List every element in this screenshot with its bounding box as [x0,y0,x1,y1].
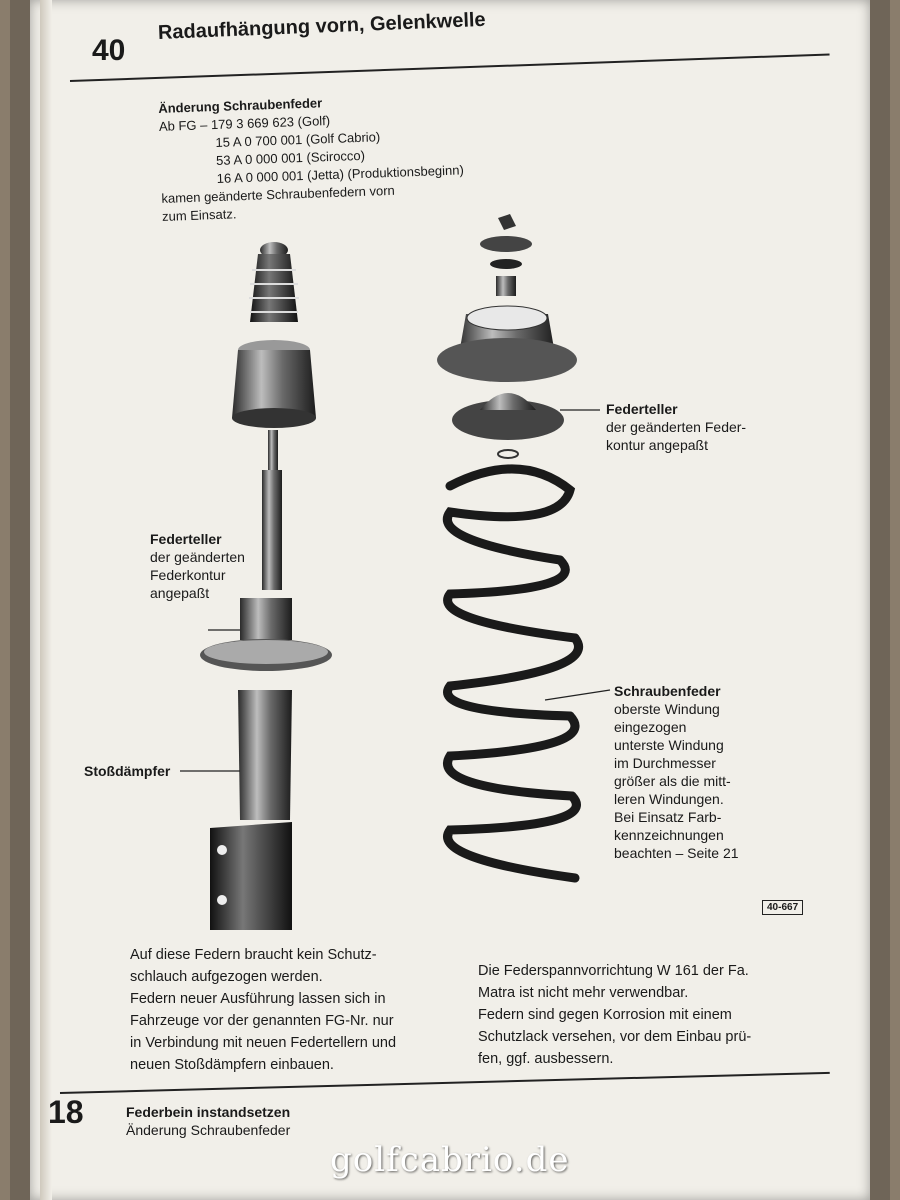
text-line: Auf diese Federn braucht kein Schutz- [130,947,377,963]
strut-mount [437,214,577,382]
section-number: 40 [92,34,126,67]
label-line: beachten – Seite 21 [614,845,739,861]
text-line: neuen Stoßdämpfern einbauen. [130,1057,334,1073]
label-schraubenfeder [614,682,739,862]
label-federteller-left [150,530,245,602]
label-title: Federteller [606,401,678,417]
shock-absorber [200,430,332,930]
label-stossdaempfer [84,762,170,780]
text-line: Federn neuer Ausführung lassen sich in [130,991,386,1007]
text-left-column [130,944,396,1076]
text-line: Die Federspannvorrichtung W 161 der Fa. [478,963,749,979]
watermark: golfcabrio.de [330,1140,570,1180]
intro-line: Ab FG – 179 3 669 623 (Golf) [158,113,331,134]
figure-code: 40-667 [762,900,803,915]
text-line: fen, ggf. ausbessern. [478,1051,614,1067]
label-line: Federkontur [150,567,226,583]
upper-spring-seat [452,393,564,458]
intro-line: kamen geänderte Schraubenfedern vorn [161,182,395,206]
footer-title: Federbein instandsetzen [126,1104,291,1120]
label-federteller-right [606,400,746,454]
label-line: im Durchmesser [614,755,716,771]
text-line: Schutzlack versehen, vor dem Einbau prü- [478,1029,752,1045]
text-line: in Verbindung mit neuen Federtellern und [130,1035,397,1051]
label-line: Bei Einsatz Farb- [614,809,722,825]
intro-line: 16 A 0 000 001 (Jetta) (Produktionsbeginn) [216,162,465,186]
label-line: der geänderten Feder- [606,419,747,435]
intro-line: zum Einsatz. [161,206,237,224]
label-line: angepaßt [150,585,210,601]
label-line: kontur angepaßt [606,437,708,453]
text-right-column [478,960,751,1070]
intro-line: 15 A 0 700 001 (Golf Cabrio) [215,129,381,151]
bump-stop [249,242,299,322]
label-line: oberste Windung [614,701,720,717]
text-line: Fahrzeuge vor der genannten FG-Nr. nur [130,1013,394,1029]
intro-heading: Änderung Schraubenfeder [158,95,323,116]
text-line: Matra ist nicht mehr verwendbar. [478,985,689,1001]
label-title: Schraubenfeder [614,683,721,699]
intro-line: 53 A 0 000 001 (Scirocco) [215,147,366,169]
page-number: 18 [48,1094,84,1130]
label-title: Federteller [150,531,222,547]
label-line: eingezogen [614,719,687,735]
footer-subtitle: Änderung Schraubenfeder [126,1122,291,1138]
coil-spring [447,469,578,878]
label-line: leren Windungen. [614,791,724,807]
label-line: größer als die mitt- [614,773,731,789]
text-line: Federn sind gegen Korrosion mit einem [478,1007,732,1023]
dust-cap [232,340,316,428]
label-line: unterste Windung [614,737,724,753]
label-line: der geänderten [150,549,245,565]
page-title: Radaufhängung vorn, Gelenkwelle [157,8,487,44]
label-title: Stoßdämpfer [84,763,171,779]
text-line: schlauch aufgezogen werden. [130,969,323,985]
label-line: kennzeichnungen [614,827,724,843]
